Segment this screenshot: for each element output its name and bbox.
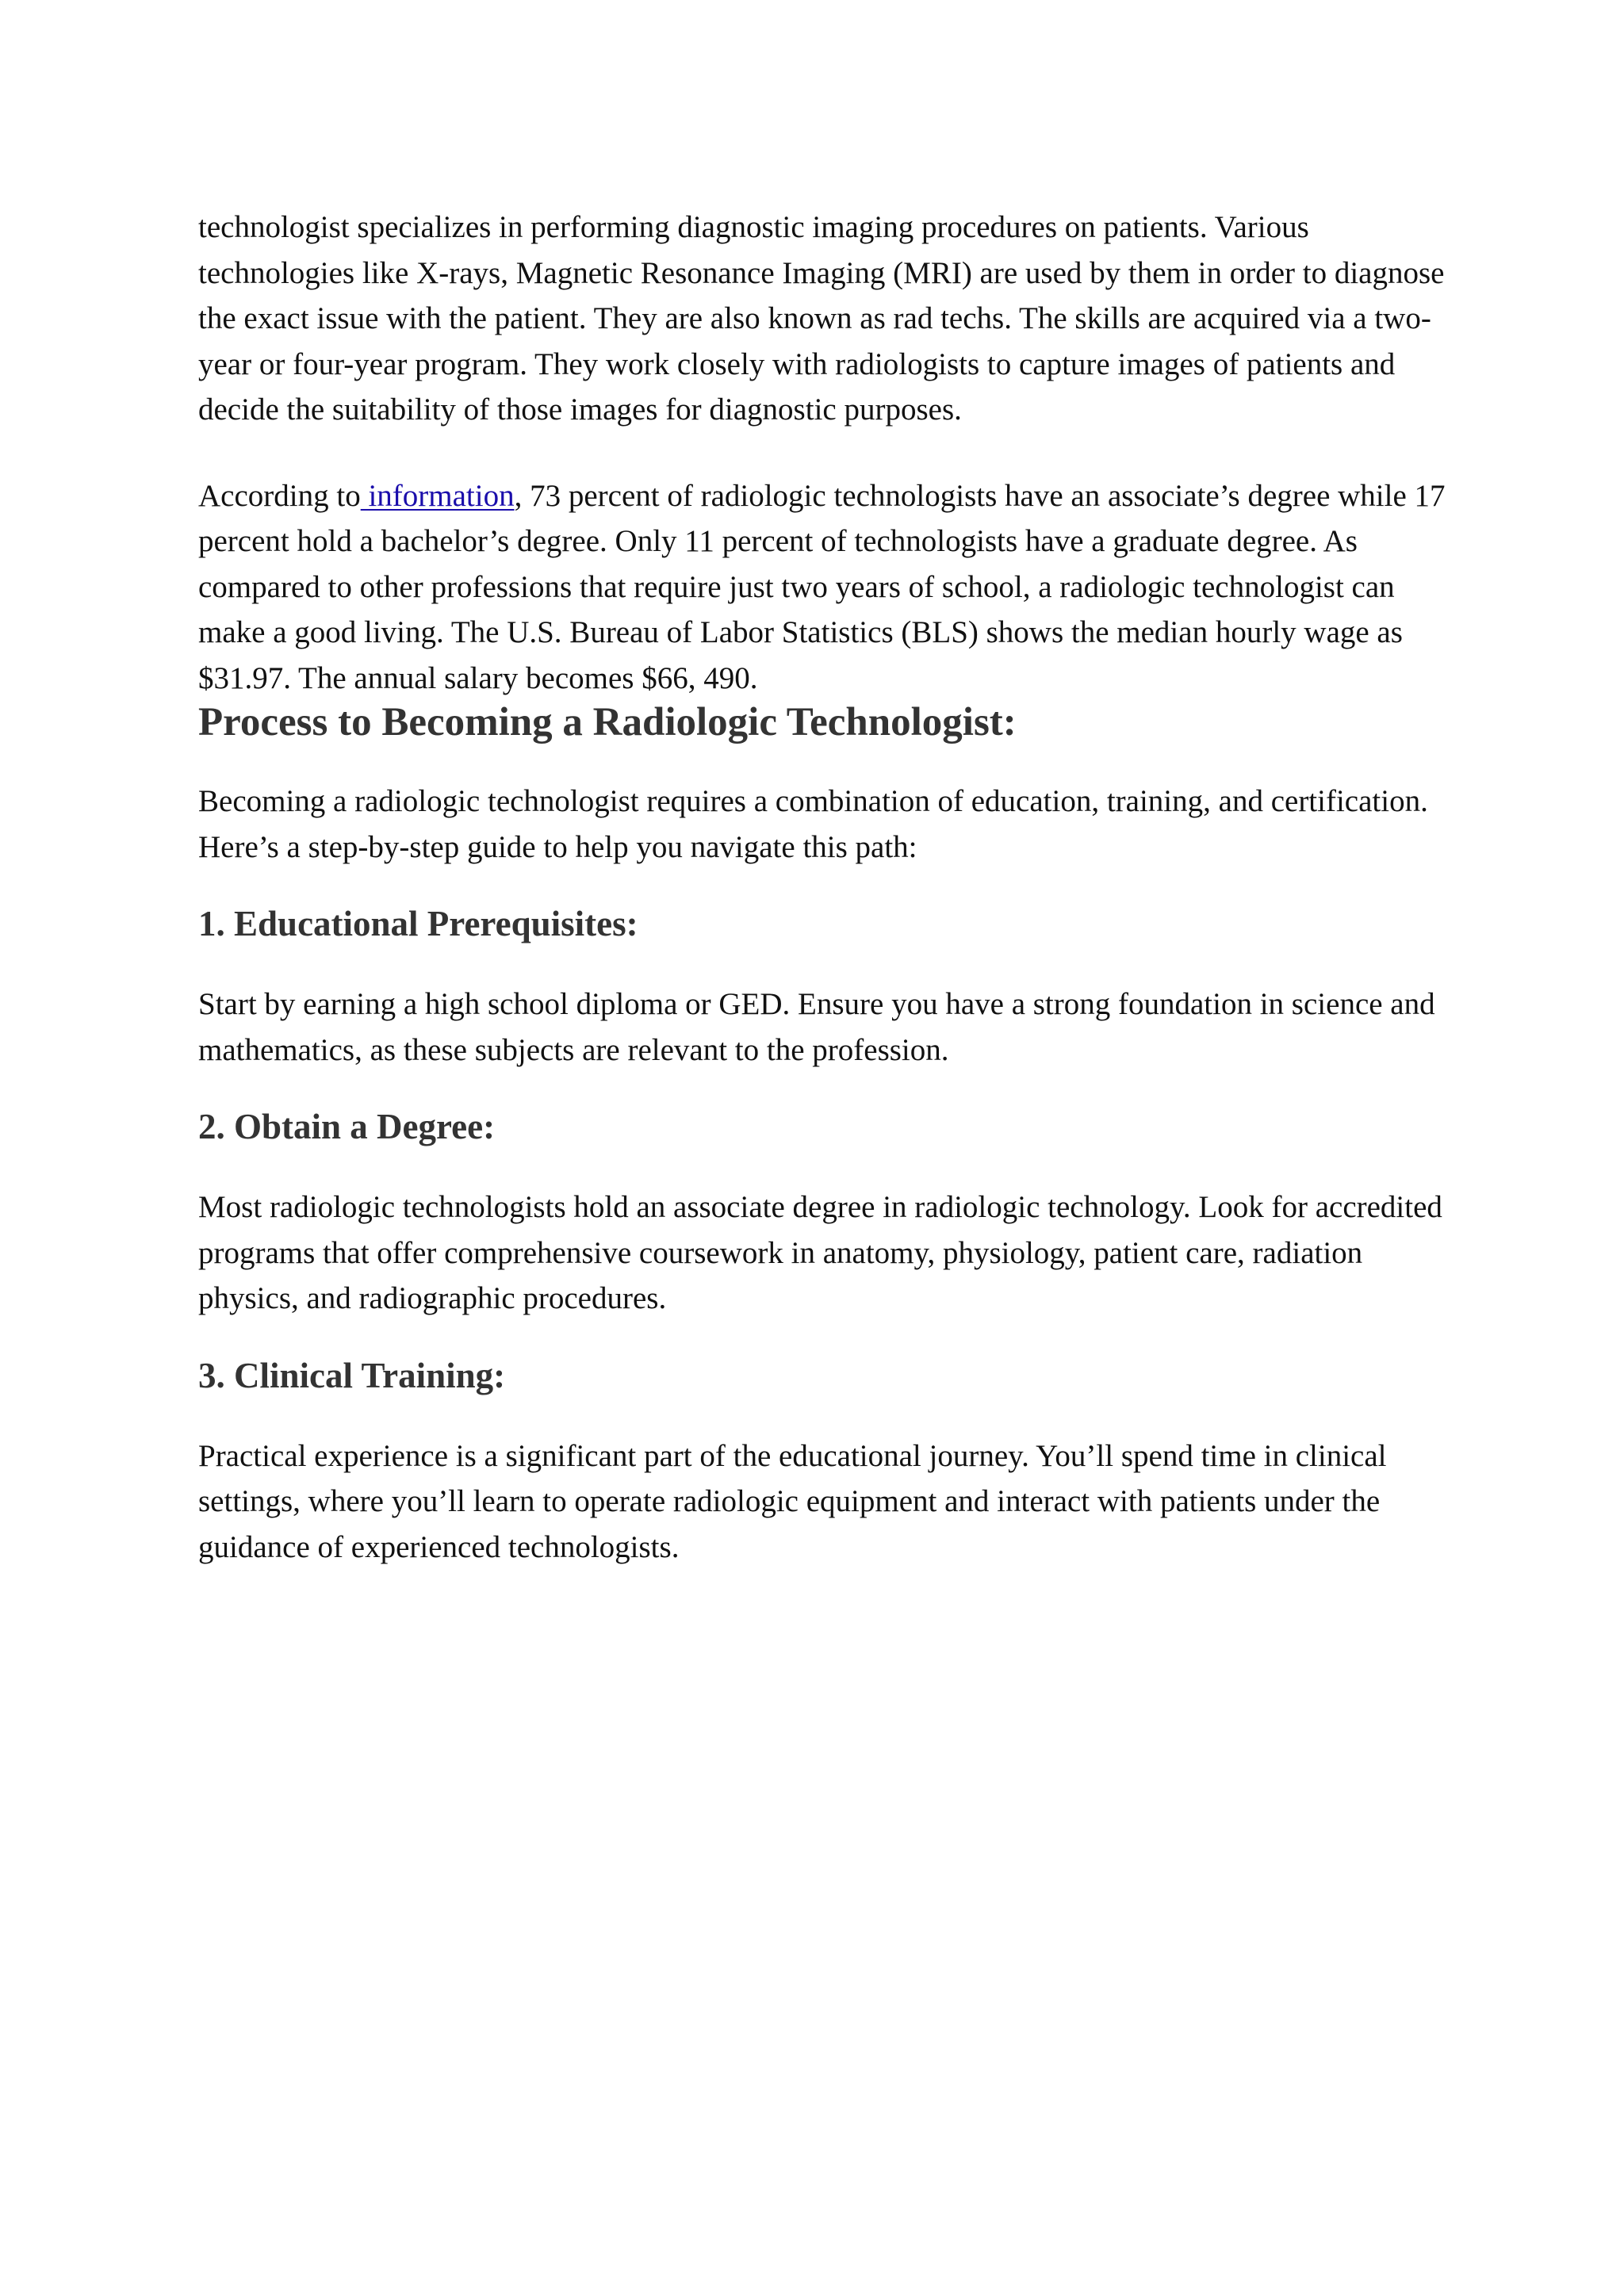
process-intro-paragraph: Becoming a radiologic technologist requires a combination of education, training, and certification. Here’s a step-by-step guide to help you navigate this path:	[198, 784, 1428, 864]
process-heading: Process to Becoming a Radiologic Technologist:	[198, 700, 1017, 744]
step-3-paragraph: Practical experience is a significant part of the educational journey. You’ll spend time in clinical settings, where you’ll learn to operate radiologic equipment and interact with patients under the guidance of experienced technologists.	[198, 1438, 1387, 1564]
step-2-paragraph: Most radiologic technologists hold an associate degree in radiologic technology. Look for accredited programs that offer comprehensive coursework in anatomy, physiology, patient care, radiation physics, and radiographic procedures.	[198, 1190, 1442, 1315]
intro-paragraph: technologist specializes in performing diagnostic imaging procedures on patients. Various technologies like X-rays, Magnetic Resonance Imaging (MRI) are used by them in order to diagnose the exact issue with the patient. They are also known as rad techs. The skills are acquired via a two-year or four-year program. They work closely with radiologists to capture images of patients and decide the suitability of those images for diagnostic purposes.	[198, 210, 1445, 427]
step-1-paragraph: Start by earning a high school diploma or GED. Ensure you have a strong foundation in science and mathematics, as these subjects are relevant to the profession.	[198, 987, 1435, 1067]
stats-paragraph	[198, 473, 1451, 702]
information-link[interactable]: information	[360, 478, 515, 513]
stats-suffix: , 73 percent of radiologic technologists have an associate’s degree while 17 percent hold a bachelor’s degree. Only 11 percent of technologists have a graduate degree. As compared to other professions that require just two years of school, a radiologic technologist can make a good living. The U.S. Bureau of Labor Statistics (BLS) shows the median hourly wage as $31.97. The annual salary becomes $66, 490.	[198, 478, 1446, 695]
step-2-heading: 2. Obtain a Degree:	[198, 1107, 496, 1146]
stats-prefix: According to	[198, 478, 361, 513]
step-3-heading: 3. Clinical Training:	[198, 1355, 506, 1395]
document-page	[198, 205, 1451, 1570]
step-1-heading: 1. Educational Prerequisites:	[198, 904, 638, 943]
